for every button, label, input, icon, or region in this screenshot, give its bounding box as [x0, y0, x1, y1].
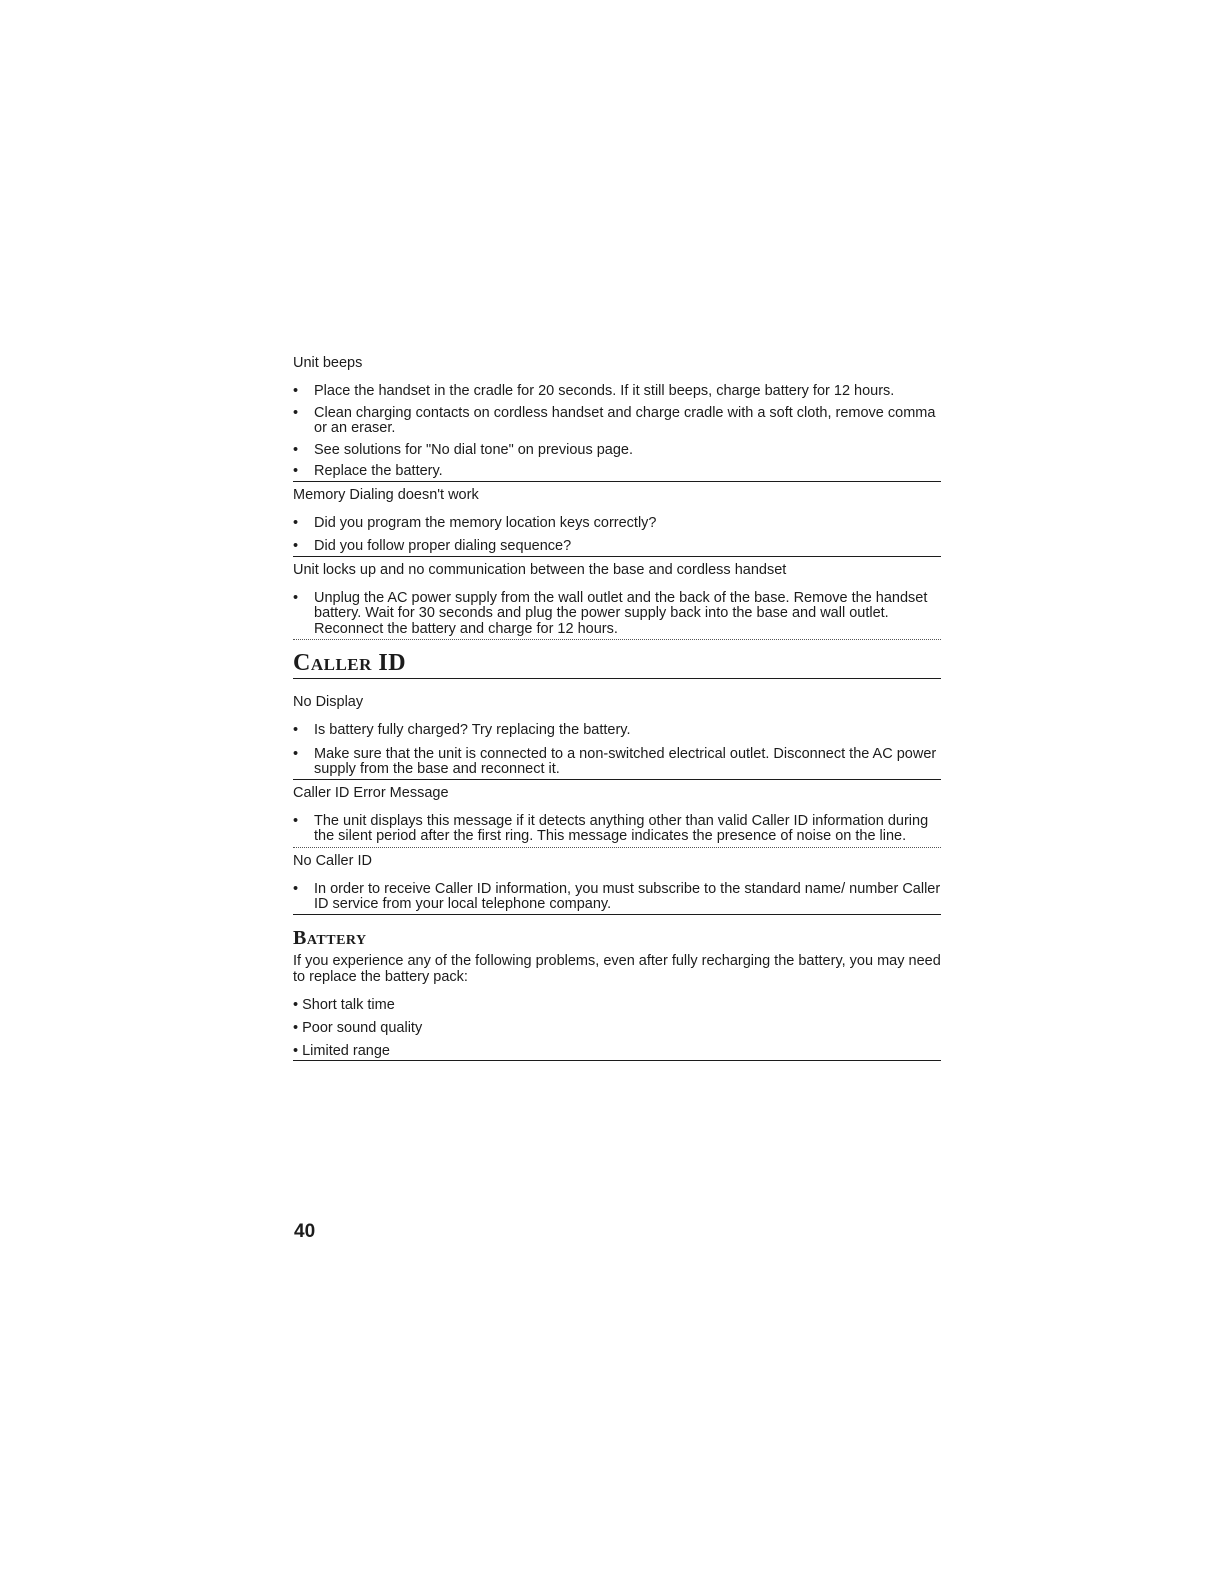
unit-locks-up-list [293, 591, 941, 638]
error-message-subsection [293, 784, 941, 848]
title-rule [293, 678, 941, 679]
battery-problem-list [293, 997, 941, 1059]
no-display-heading: No Display [293, 694, 364, 710]
list-item: • Make sure that the unit is connected to a non-switched electrical outlet. Disconnect the AC power supply from the base and reconnect it. [293, 745, 937, 777]
memory-dialing-list [293, 516, 941, 555]
memory-dialing-heading: Memory Dialing doesn't work [293, 486, 479, 503]
list-item: • Place the handset in the cradle for 20 seconds. If it still beeps, charge battery for 12 hours. [293, 383, 895, 399]
battery-section [293, 925, 941, 1061]
no-caller-id-subsection [293, 852, 941, 915]
caller-id-section [293, 650, 941, 915]
no-caller-id-list [293, 882, 941, 913]
list-item: • See solutions for "No dial tone" on previous page. [293, 441, 634, 458]
no-caller-id-heading: No Caller ID [293, 852, 372, 869]
list-item: • Limited range [293, 1042, 390, 1059]
battery-intro: If you experience any of the following problems, even after fully recharging the battery, you may need to replace the battery pack: [293, 952, 941, 985]
section-divider [293, 481, 941, 482]
error-message-list [293, 814, 941, 845]
unit-locks-up-section [293, 561, 941, 641]
list-item: • Unplug the AC power supply from the wall outlet and the back of the base. Remove the handset battery. Wait for 30 seconds and plug the power supply back into the base and wall outlet. Reconnect the battery and charge for 12 hours. [293, 589, 928, 637]
page-content [293, 354, 941, 1061]
list-item: • Is battery fully charged? Try replacing the battery. [293, 722, 631, 738]
unit-locks-up-heading: Unit locks up and no communication between the base and cordless handset [293, 561, 787, 578]
section-divider [293, 556, 941, 557]
list-item: • Did you follow proper dialing sequence? [293, 538, 572, 554]
section-divider [293, 1060, 941, 1061]
unit-beeps-list [293, 384, 941, 480]
list-item: • Clean charging contacts on cordless handset and charge cradle with a soft cloth, remove comma or an eraser. [293, 404, 936, 436]
section-divider [293, 779, 941, 780]
unit-beeps-heading: Unit beeps [293, 355, 363, 371]
list-item: • Replace the battery. [293, 463, 443, 479]
list-item: • Short talk time [293, 996, 395, 1013]
page-number: 40 [294, 1221, 316, 1242]
section-divider [293, 914, 941, 915]
section-divider [293, 847, 941, 848]
unit-beeps-section [293, 354, 941, 482]
list-item: • Poor sound quality [293, 1019, 423, 1036]
caller-id-title: Caller ID [293, 650, 407, 676]
list-item: • The unit displays this message if it detects anything other than valid Caller ID information during the silent period after the first ring. This message indicates the presence of noise on the line. [293, 812, 929, 844]
memory-dialing-section [293, 486, 941, 557]
error-message-heading: Caller ID Error Message [293, 784, 449, 801]
section-divider [293, 639, 941, 640]
list-item: • Did you program the memory location keys correctly? [293, 514, 657, 531]
no-display-subsection [293, 693, 941, 780]
battery-title: Battery [293, 926, 367, 949]
no-display-list [293, 723, 941, 778]
list-item: • In order to receive Caller ID information, you must subscribe to the standard name/ number Caller ID service from your local telephone company. [293, 880, 941, 912]
